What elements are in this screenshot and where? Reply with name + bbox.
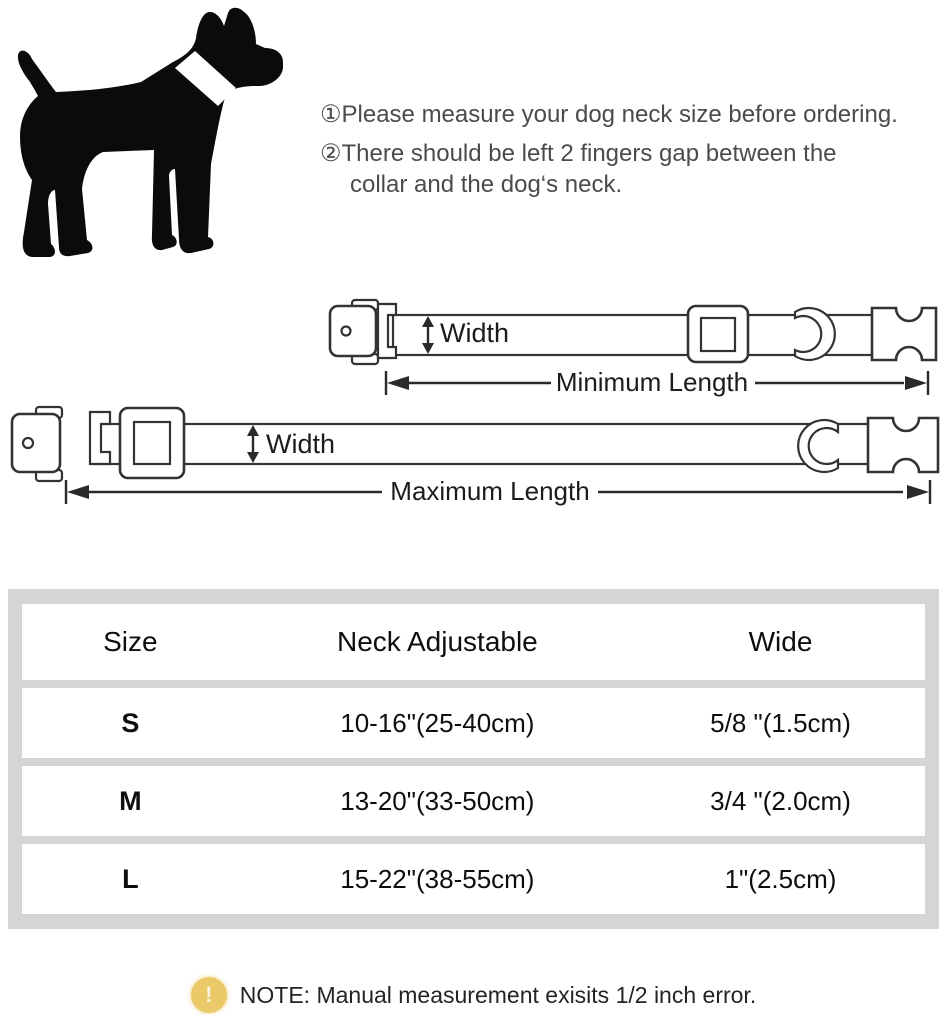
collar-max-strap — [95, 424, 870, 464]
slider-window — [701, 318, 735, 351]
header-neck-adjustable: Neck Adjustable — [336, 626, 538, 657]
buckle-hole — [23, 438, 33, 448]
table-row-l — [22, 844, 925, 914]
instruction-1: ①Please measure your dog neck size before ordering. — [320, 101, 898, 128]
collar-min-buckle-female — [330, 306, 376, 356]
maximum-length-label: Maximum Length — [390, 476, 590, 506]
size-cell: M — [119, 785, 142, 816]
instruction-2-continued: collar and the dog‘s neck. — [350, 171, 623, 198]
slider-window — [134, 422, 170, 464]
collar-min-drawing — [330, 300, 936, 397]
wide-cell: 5/8 "(1.5cm) — [710, 707, 851, 738]
minimum-length-label: Minimum Length — [555, 367, 749, 397]
buckle-hole — [342, 327, 351, 336]
collar-max-buckle-female — [12, 414, 60, 472]
neck-cell: 15-22"(38-55cm) — [340, 863, 535, 894]
collar-min-buckle-male — [872, 308, 936, 360]
size-cell: S — [121, 707, 140, 738]
measuring-instructions — [320, 99, 898, 200]
header-wide: Wide — [748, 626, 813, 657]
measurement-note — [0, 973, 947, 1015]
dog-body-shape — [18, 8, 283, 257]
neck-cell: 10-16"(25-40cm) — [340, 707, 535, 738]
table-row-m — [22, 766, 925, 836]
neck-cell: 13-20"(33-50cm) — [340, 785, 535, 816]
note-text: NOTE: Manual measurement exisits 1/2 inch error. — [239, 981, 757, 1008]
width-label-min: Width — [440, 318, 510, 348]
exclamation-icon: ! — [191, 977, 227, 1013]
size-table-header-row — [22, 604, 925, 680]
instruction-2: ②There should be left 2 fingers gap between the — [320, 140, 837, 167]
size-table — [8, 589, 939, 929]
arrow-right-icon — [907, 485, 929, 499]
arrow-left-icon — [387, 376, 409, 390]
table-row-s — [22, 688, 925, 758]
collar-measurement-diagram — [0, 285, 947, 515]
width-label-max: Width — [266, 429, 336, 459]
wide-cell: 1"(2.5cm) — [724, 863, 837, 894]
arrow-left-icon — [67, 485, 89, 499]
collar-max-drawing — [12, 407, 938, 506]
collar-max-buckle-male — [868, 418, 938, 472]
wide-cell: 3/4 "(2.0cm) — [710, 785, 851, 816]
arrow-right-icon — [905, 376, 927, 390]
size-cell: L — [122, 863, 139, 894]
header-size: Size — [103, 626, 158, 657]
dog-silhouette-graphic — [4, 4, 296, 272]
